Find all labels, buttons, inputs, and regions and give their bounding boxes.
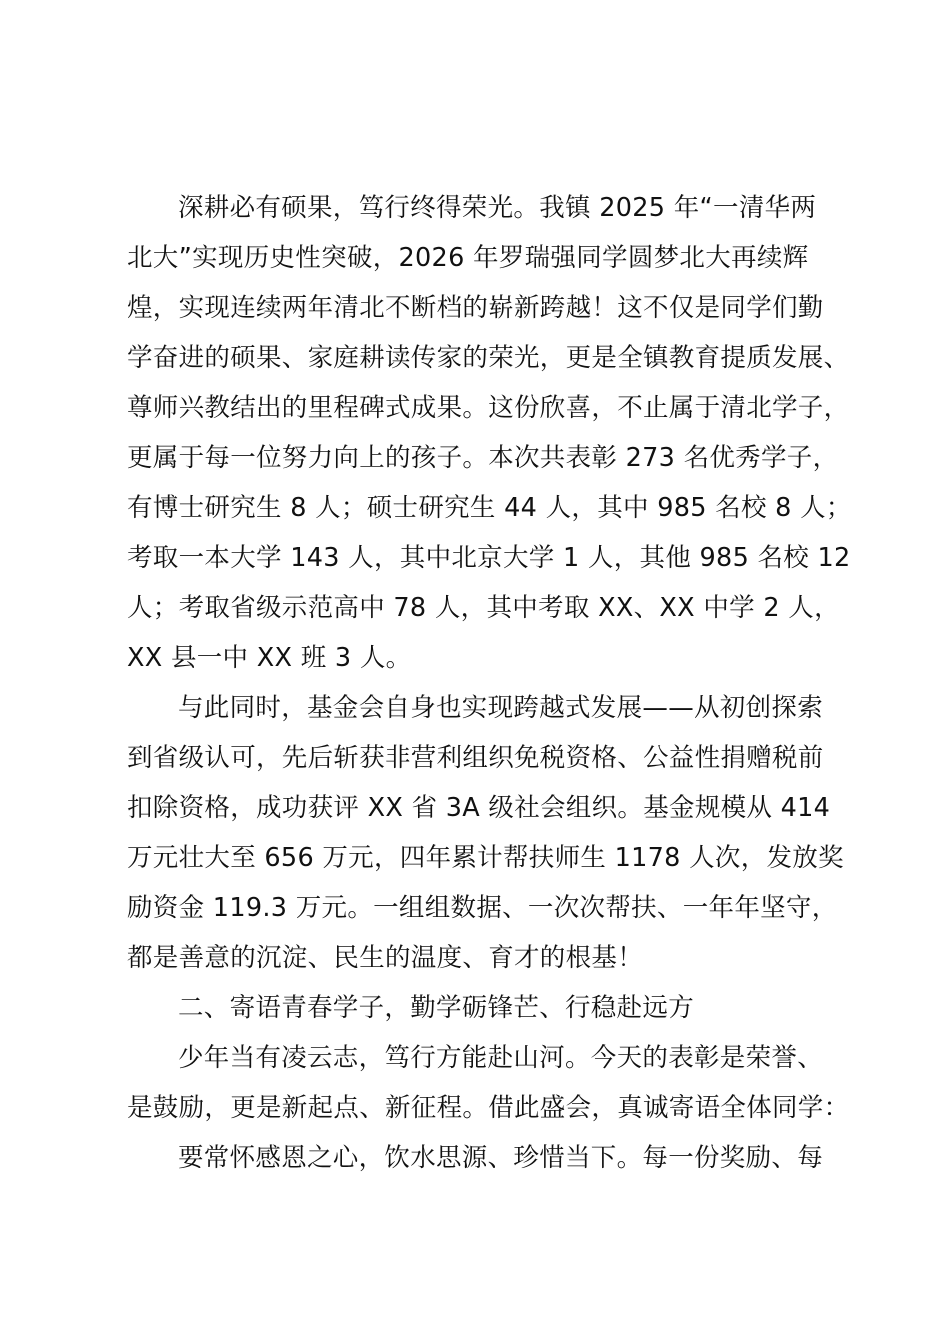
text-line: 学奋进的硕果、家庭耕读传家的荣光，更是全镇教育提质发展、: [127, 343, 850, 373]
text-line: 励资金 119.3 万元。一组组数据、一次次帮扶、一年年坚守，: [127, 893, 838, 923]
text-line: 尊师兴教结出的里程碑式成果。这份欣喜，不止属于清北学子，: [127, 393, 850, 423]
text-line: 都是善意的沉淀、民生的温度、育才的根基！: [127, 943, 644, 973]
text-line: 深耕必有硕果，笃行终得荣光。我镇 2025 年“一清华两: [178, 193, 817, 223]
text-line: 与此同时，基金会自身也实现跨越式发展——从初创探索: [178, 693, 824, 723]
text-line: 扣除资格，成功获评 XX 省 3A 级社会组织。基金规模从 414: [127, 793, 831, 823]
text-line: 万元壮大至 656 万元，四年累计帮扶师生 1178 人次，发放奖: [127, 843, 844, 873]
text-line: XX 县一中 XX 班 3 人。: [127, 643, 412, 673]
text-line: 煌，实现连续两年清北不断档的崭新跨越！这不仅是同学们勤: [127, 293, 824, 323]
text-line: 有博士研究生 8 人；硕士研究生 44 人，其中 985 名校 8 人；: [127, 493, 852, 523]
text-line: 北大”实现历史性突破，2026 年罗瑞强同学圆梦北大再续辉: [127, 243, 809, 273]
text-line: 到省级认可，先后斩获非营利组织免税资格、公益性捐赠税前: [127, 743, 824, 773]
text-line: 是鼓励，更是新起点、新征程。借此盛会，真诚寄语全体同学：: [127, 1093, 850, 1123]
section-heading: 二、寄语青春学子，勤学砺锋芒、行稳赴远方: [178, 993, 695, 1023]
text-line: 考取一本大学 143 人，其中北京大学 1 人，其他 985 名校 12: [127, 543, 851, 573]
text-line: 更属于每一位努力向上的孩子。本次共表彰 273 名优秀学子，: [127, 443, 839, 473]
text-line: 要常怀感恩之心，饮水思源、珍惜当下。每一份奖励、每: [178, 1143, 824, 1173]
text-line: 少年当有凌云志，笃行方能赴山河。今天的表彰是荣誉、: [178, 1043, 824, 1073]
text-line: 人；考取省级示范高中 78 人，其中考取 XX、XX 中学 2 人，: [127, 593, 840, 623]
